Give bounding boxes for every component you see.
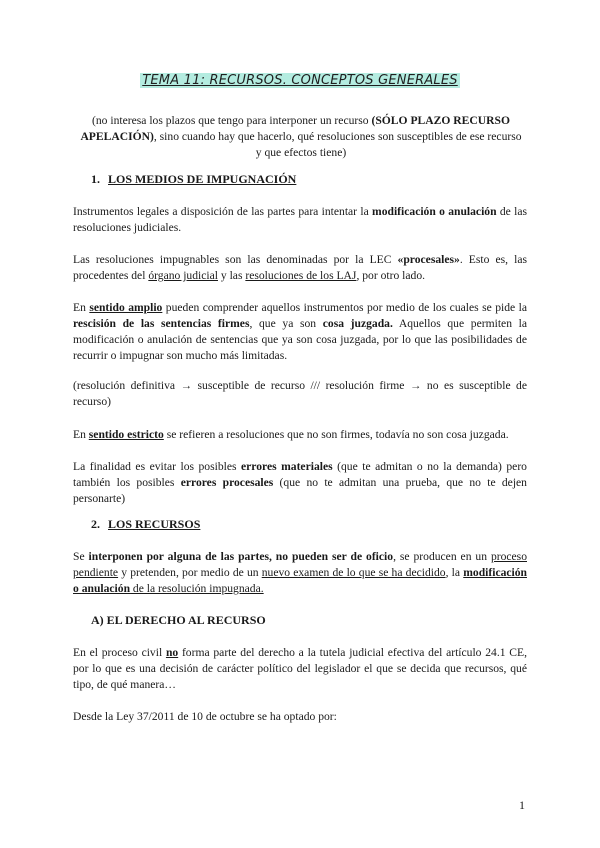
section-2-heading: 2. LOS RECURSOS	[91, 517, 201, 531]
paragraph-recursos: Se interponen por alguna de las partes, no pueden ser de oficio, se producen en un proceso pendiente y pretenden, por medio de un nuevo examen de lo que se ha decidido, la modificación o anulación de la resolución impugnada.	[73, 550, 527, 595]
paragraph-ley: Desde la Ley 37/2011 de 10 de octubre se ha optado por:	[73, 710, 337, 723]
paragraph-finalidad: La finalidad es evitar los posibles errores materiales (que te admitan o no la demanda) pero también los posibles errores procesales (que no te admitan una prueba, que no te dejen personarte)	[73, 460, 527, 505]
paragraph-sentido-amplio: En sentido amplio pueden comprender aquellos instrumentos por medio de los cuales se pide la rescisión de las sentencias firmes, que ya son cosa juzgada. Aquellos que permiten la modificación o anulación de sentencias que ya son cosa juzgada, por lo que las posibilidades de recurrir o impugnar son mucho más limitadas.	[73, 301, 528, 362]
document-title: TEMA 11: RECURSOS. CONCEPTOS GENERALES	[142, 73, 458, 88]
paragraph-resoluciones: Las resoluciones impugnables son las denominadas por la LEC «procesales». Esto es, las procedentes del órgano judicial y las resoluciones de los LAJ, por otro lado.	[73, 253, 527, 282]
intro-note: (no interesa los plazos que tengo para interponer un recurso (SÓLO PLAZO RECURSO APELACIÓN), sino cuando hay que hacerlo, qué resoluciones son susceptibles de ese recurso y que efectos tiene)	[80, 114, 522, 159]
section-a-heading: A) EL DERECHO AL RECURSO	[91, 613, 266, 627]
paragraph-sentido-estricto: En sentido estricto se refieren a resoluciones que no son firmes, todavía no son cosa juzgada.	[73, 428, 509, 441]
paragraph-note-firme: (resolución definitiva → susceptible de recurso /// resolución firme → no es susceptible de recurso)	[73, 379, 527, 408]
page-number: 1	[519, 798, 525, 812]
section-1-heading: 1. LOS MEDIOS DE IMPUGNACIÓN	[91, 172, 297, 186]
paragraph-derecho-recurso: En el proceso civil no forma parte del derecho a la tutela judicial efectiva del artículo 24.1 CE, por lo que es una decisión de carácter político del legislador el que se decida que recursos, qué tipo, de qué manera…	[73, 646, 527, 691]
paragraph-definition: Instrumentos legales a disposición de las partes para intentar la modificación o anulación de las resoluciones judiciales.	[73, 205, 528, 234]
